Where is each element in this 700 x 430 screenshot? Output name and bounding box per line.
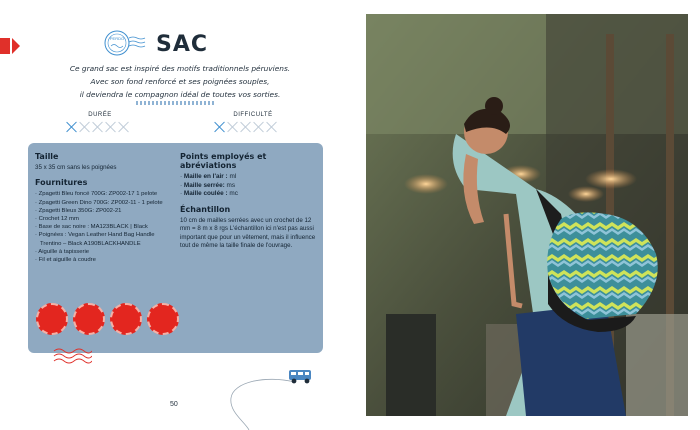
rating-x-icon [253,121,265,133]
rating-x-icon [227,121,239,133]
yarn-swatches [36,303,179,335]
woman-with-crochet-bag-photo [366,14,688,416]
postage-stamp-icon [103,29,149,57]
list-item: · Zpagetti Bleus 350G: ZP002-21 [35,207,175,215]
stitch-name: Maille serrée: [183,181,225,189]
taille-title: Taille [35,152,59,161]
list-item: · Zpagetti Bleu foncé 700G: ZP002-17 1 pelote [35,190,175,198]
intro-line: Ce grand sac est inspiré des motifs traditionnels péruviens. [69,64,291,73]
yarn-swatch [110,303,142,335]
yarn-swatch [36,303,68,335]
page-number: 50 [170,401,178,408]
stitch-abbr: mc [229,190,238,198]
rating-x-icon [79,121,91,133]
stitch-abbr: ms [226,181,236,189]
rating-x-icon [118,121,130,133]
rating-x-icon [66,121,78,133]
wave-decoration-icon [52,345,92,367]
list-item [180,182,318,191]
list-item: · Aiguille à tapisserie [35,248,175,256]
list-item: · Base de sac noire : MA123BLACK | Black [35,223,175,231]
rating-x-icon [240,121,252,133]
info-right-column [180,152,318,250]
rating-x-icon [266,121,278,133]
dashed-divider [136,101,214,105]
echantillon-text: 10 cm de mailles serrées avec un crochet de 12 mm = 8 m x 8 rgs L'échantillon ici n'est pas aussi important que pour un vêtement, mais il influence tout de même la taille finale de l'ouvrage. [180,216,316,249]
list-item: · Poignées : Vegan Leather Hand Bag Handle Trentino – Black A190BLACKHANDLE [35,231,175,247]
points-title: Points employés et abréviations [180,152,267,170]
rating-x-icon [214,121,226,133]
intro-line: Avec son fond renforcé et ses poignées souples, [90,77,270,86]
stitch-name: Maille en l'air : [183,173,228,180]
red-page-tab [0,38,10,54]
page-title: SAC [156,32,209,57]
info-left-column [35,152,175,264]
rating-x-icon [105,121,117,133]
difficulte-label: DIFFICULTÉ [233,112,273,118]
intro-text [60,62,300,101]
svg-text:PERDO: PERDO [109,36,125,41]
difficulte-rating [214,121,278,133]
intro-line: il deviendra le compagnon idéal de toutes vos sorties. [79,90,281,99]
taille-text: 35 x 35 cm sans les poignées [35,164,117,171]
list-item: · Fil et aiguille à coudre [35,256,175,264]
fournitures-title: Fournitures [35,178,88,188]
rating-x-icon [92,121,104,133]
stitch-abbr: ml [229,173,237,180]
list-item: · Crochet 12 mm [35,215,175,223]
duree-rating [66,121,130,133]
fournitures-list [35,190,175,264]
points-list [180,173,318,199]
yarn-swatch [147,303,179,335]
camper-van-icon [287,367,315,385]
info-panel [28,143,323,353]
stitch-name: Maille coulée : [183,190,228,198]
echantillon-title: Échantillon [180,204,231,214]
red-chevron-icon [12,38,20,54]
duree-label: DURÉE [88,112,112,118]
list-item: · Zpagetti Green Dino 700G: ZP002-11 - 1 pelote [35,199,175,207]
list-item [180,190,318,199]
yarn-swatch [73,303,105,335]
list-item [180,173,318,182]
